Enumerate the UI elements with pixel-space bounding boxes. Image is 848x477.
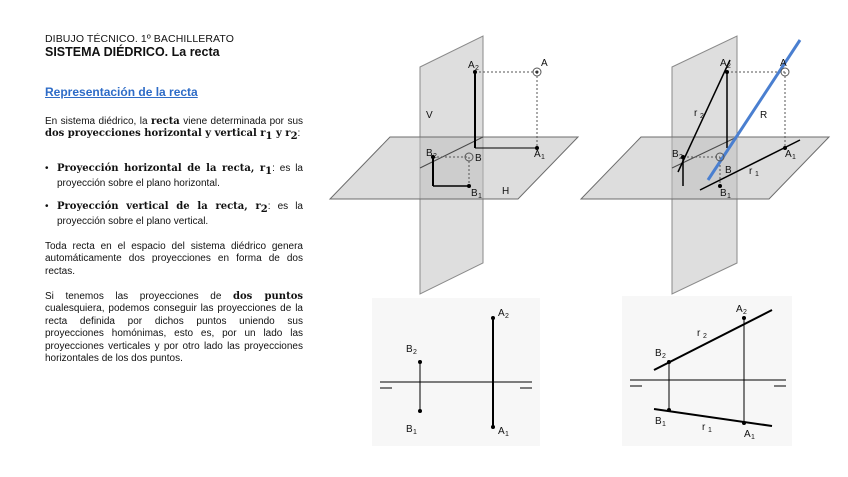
label-a1-sub: 1: [541, 154, 545, 161]
label-b2-sub: 2: [433, 153, 437, 160]
label-a2-sub-2: 2: [727, 63, 731, 70]
label-a: A: [541, 58, 548, 69]
bullet-vertical-projection: • Proyección vertical de la recta, $r_2$: es la proyección sobre el plano vertical.: [45, 201, 303, 228]
label-r2-2d: r: [697, 328, 701, 339]
label-b2-2d-sub: 2: [413, 349, 417, 356]
a1-point-2: [742, 421, 746, 425]
b1-point: [418, 409, 422, 413]
figure-2d-points-bg: [372, 298, 540, 446]
point-a-dot: [536, 71, 539, 74]
label-b: B: [475, 153, 482, 164]
a2-point-2: [742, 316, 746, 320]
bullet-horizontal-projection: • Proyección horizontal de la recta, $r_1$: es la proyección sobre el plano horizontal.: [45, 163, 303, 190]
label-a1: A: [534, 149, 541, 160]
label-r1-2d: r: [702, 422, 706, 433]
label-r1-sub: 1: [755, 171, 759, 178]
label-b2-2d-2: B: [655, 348, 662, 359]
horizontal-plane: [330, 137, 578, 199]
label-r2: r: [694, 108, 698, 119]
label-a-2: A: [780, 58, 787, 69]
label-a1-2d-2-sub: 1: [751, 434, 755, 441]
label-r1: r: [749, 166, 753, 177]
label-b1-sub-2: 1: [727, 193, 731, 200]
label-b1-2d-2-sub: 1: [662, 421, 666, 428]
b2-point: [418, 360, 422, 364]
figure-3d-points: [330, 36, 578, 294]
label-b1-2d-2: B: [655, 416, 662, 427]
figure-2d-line-bg: [622, 296, 792, 446]
label-b1-2d: B: [406, 424, 413, 435]
paragraph-three: Si tenemos las proyecciones de dos puntos cualesquiera, podemos conseguir las proyecciones de la recta definida por dichos puntos uniendo sus proyecciones homónimas, esto es, por un lado las proyecciones verticales y por otro lado las proyecciones horizontales de los dos puntos.: [45, 291, 303, 365]
course-header: DIBUJO TÉCNICO. 1º BACHILLERATO: [45, 33, 234, 45]
label-a1-sub-2: 1: [792, 154, 796, 161]
label-a2-2d-2-sub: 2: [743, 309, 747, 316]
horizontal-plane-2: [581, 137, 829, 199]
label-a2-2d: A: [498, 308, 505, 319]
b1-point-2: [667, 408, 671, 412]
label-a1-2d-sub: 1: [505, 431, 509, 438]
label-b2-2d-2-sub: 2: [662, 353, 666, 360]
label-a1-2d: A: [498, 426, 505, 437]
label-r2-sub: 2: [700, 113, 704, 120]
a1-point: [491, 425, 495, 429]
label-a2: A: [468, 60, 475, 71]
page-title: SISTEMA DIÉDRICO. La recta: [45, 45, 220, 59]
section-heading-link[interactable]: Representación de la recta: [45, 85, 198, 99]
label-b1: B: [471, 188, 478, 199]
label-v-plane: V: [426, 110, 433, 121]
label-b2-2d: B: [406, 344, 413, 355]
figure-3d-line: [581, 36, 829, 294]
label-b2-sub-2: 2: [679, 154, 683, 161]
label-h-plane: H: [502, 186, 510, 197]
label-a1-2d-2: A: [744, 429, 751, 440]
b2-point-2: [667, 360, 671, 364]
label-r2-2d-sub: 2: [703, 333, 707, 340]
label-r1-2d-sub: 1: [708, 427, 712, 434]
label-b1-sub: 1: [478, 193, 482, 200]
label-a1-2: A: [785, 149, 792, 160]
label-b1-2: B: [720, 188, 727, 199]
intro-paragraph: En sistema diédrico, la recta viene determinada por sus dos proyecciones horizontal y vertical $r_1$ y $r_2$:: [45, 116, 303, 143]
label-a2-2d-2: A: [736, 304, 743, 315]
label-a2-2: A: [720, 58, 727, 69]
label-a2-2d-sub: 2: [505, 313, 509, 320]
paragraph-two: Toda recta en el espacio del sistema diédrico genera automáticamente dos proyecciones en forma de dos rectas.: [45, 241, 303, 277]
a2-point: [491, 316, 495, 320]
figure-2d-line: [622, 296, 792, 446]
label-b2-2: B: [672, 149, 679, 160]
label-a2-sub: 2: [475, 65, 479, 72]
label-r: R: [760, 110, 768, 121]
label-b-2: B: [725, 165, 732, 176]
label-b2: B: [426, 148, 433, 159]
point-a2-dot-2: [725, 70, 729, 74]
figure-2d-points: [372, 298, 540, 446]
label-b1-2d-sub: 1: [413, 429, 417, 436]
